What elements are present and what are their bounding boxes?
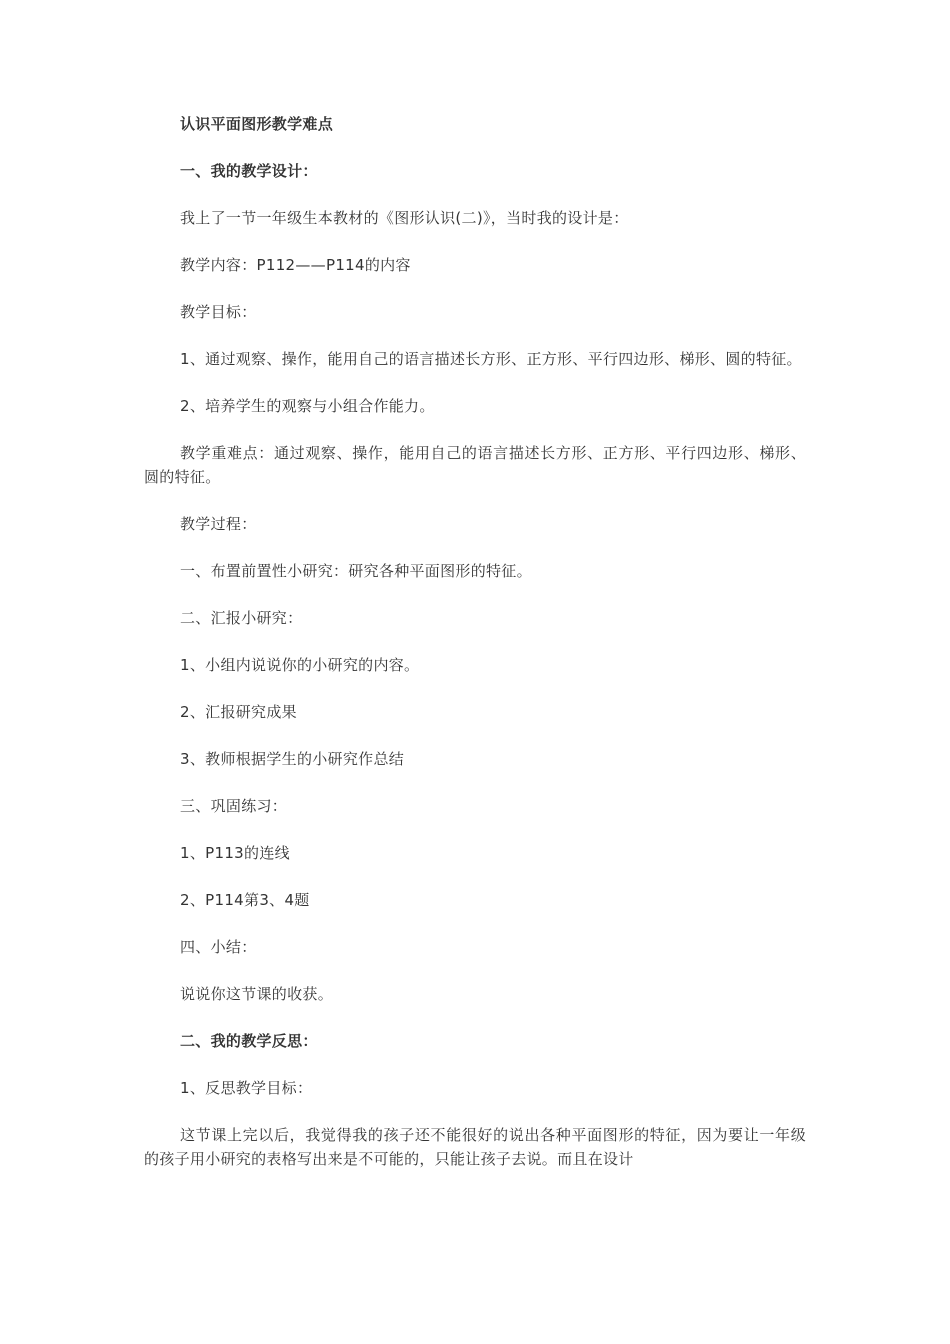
process-step-2-3: 3、教师根据学生的小研究作总结 [180,750,405,768]
process-step-3: 三、巩固练习： [180,797,288,815]
process-step-2-2: 2、汇报研究成果 [180,703,297,721]
process-step-4-text: 说说你这节课的收获。 [180,985,334,1003]
teaching-goals-label: 教学目标： [180,303,257,321]
intro-paragraph: 我上了一节一年级生本教材的《图形认识(二)》，当时我的设计是： [180,209,629,227]
goal-item-1: 1、通过观察、操作，能用自己的语言描述长方形、正方形、平行四边形、梯形、圆的特征。 [180,350,802,368]
process-step-2: 二、汇报小研究： [180,609,303,627]
key-points: 教学重难点：通过观察、操作，能用自己的语言描述长方形、正方形、平行四边形、梯形、圆的特征。 [144,444,806,486]
section-heading-reflection: 二、我的教学反思： [180,1032,318,1050]
section-heading-design: 一、我的教学设计： [180,162,318,180]
process-step-2-1: 1、小组内说说你的小研究的内容。 [180,656,420,674]
reflection-item-1: 1、反思教学目标： [180,1079,313,1097]
process-step-3-2: 2、P114第3、4题 [180,891,310,909]
process-step-4: 四、小结： [180,938,257,956]
process-label: 教学过程： [180,515,257,533]
reflection-paragraph: 这节课上完以后，我觉得我的孩子还不能很好的说出各种平面图形的特征，因为要让一年级的孩子用小研究的表格写出来是不可能的，只能让孩子去说。而且在设计 [144,1126,806,1168]
document-title: 认识平面图形教学难点 [180,115,334,133]
goal-item-2: 2、培养学生的观察与小组合作能力。 [180,397,435,415]
teaching-content: 教学内容：P112——P114的内容 [180,256,411,274]
process-step-1: 一、布置前置性小研究：研究各种平面图形的特征。 [180,562,532,580]
process-step-3-1: 1、P113的连线 [180,844,290,862]
